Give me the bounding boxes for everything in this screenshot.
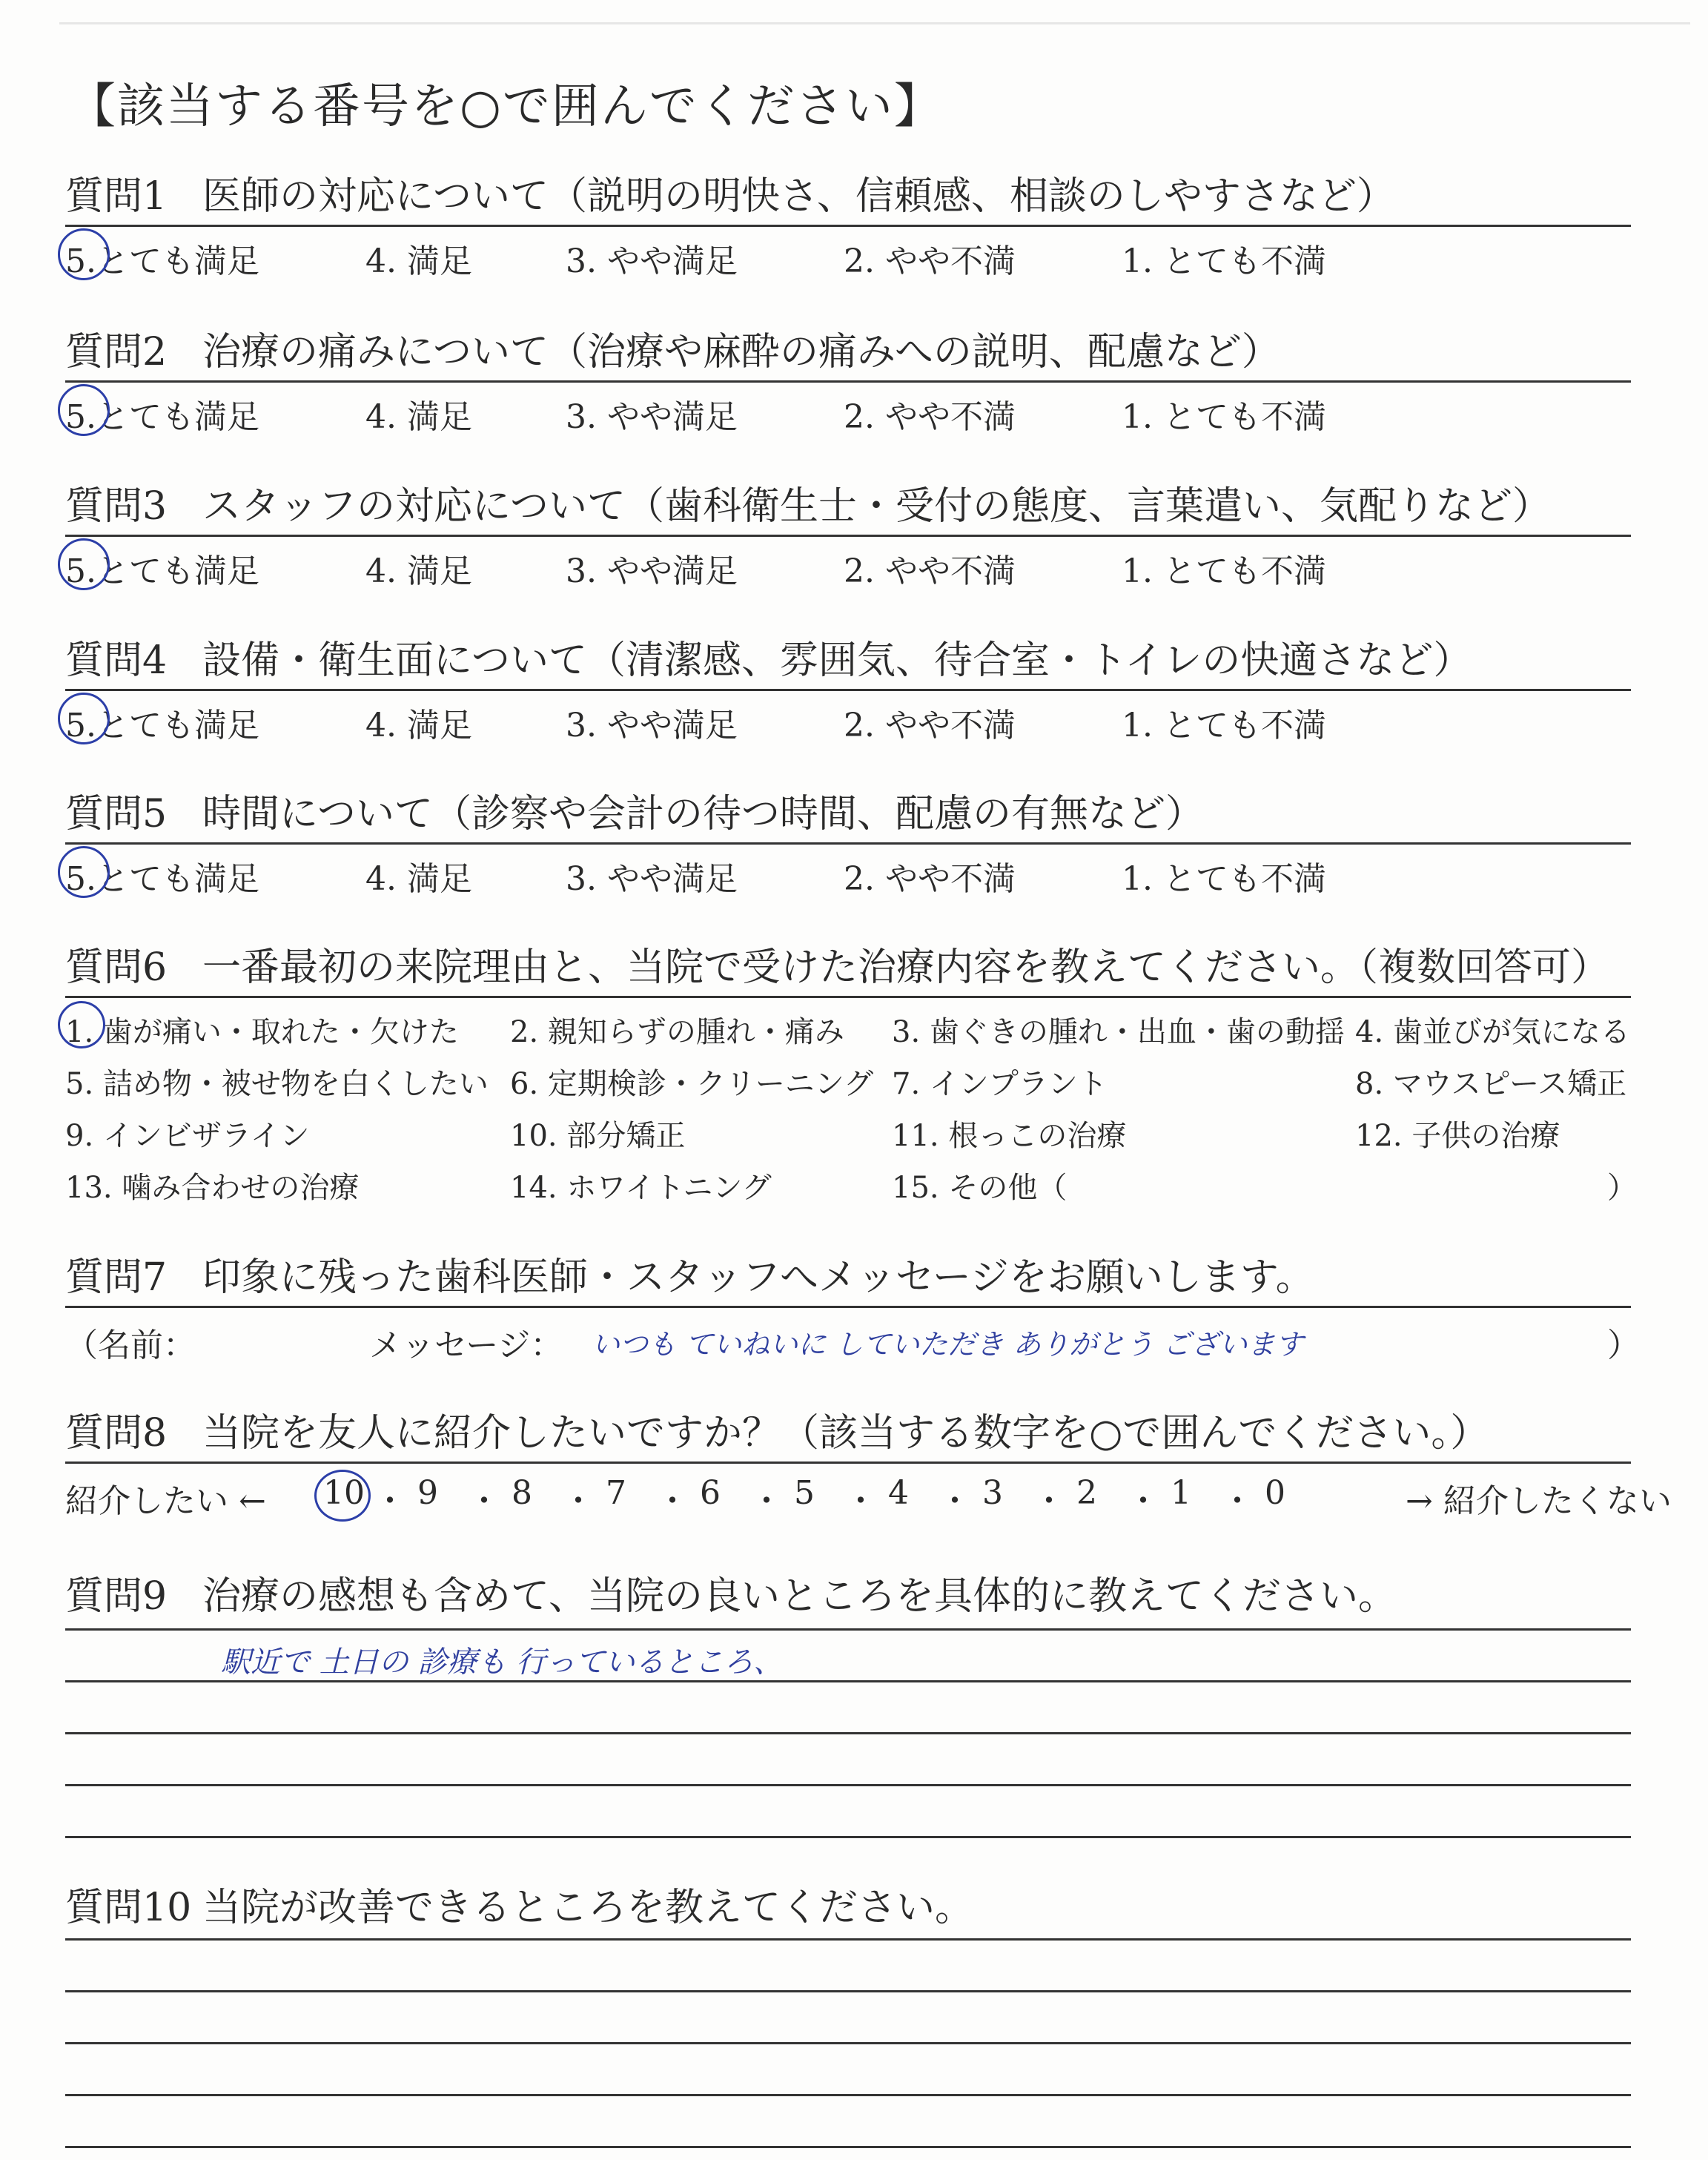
treatment-option[interactable]: 14. ホワイトニング <box>510 1171 772 1205</box>
scale-separator: ・ <box>750 1482 783 1520</box>
question-number: 質問9 <box>65 1574 168 1619</box>
question-text: 一番最初の来院理由と、当院で受けた治療内容を教えてください。（複数回答可） <box>202 945 1610 990</box>
question-rule <box>65 225 1631 227</box>
question-text: スタッフの対応について（歯科衛生士・受付の態度、言葉遣い、気配りなど） <box>202 484 1551 529</box>
question-rule <box>65 689 1631 691</box>
scale-number[interactable]: 2 <box>1076 1474 1097 1512</box>
question-rule <box>65 842 1631 845</box>
rating-option[interactable]: 4. 満足 <box>365 398 472 436</box>
rating-option[interactable]: 2. やや不満 <box>844 398 1016 436</box>
rating-option[interactable]: 1. とても不満 <box>1122 552 1326 590</box>
question-text: 治療の痛みについて（治療や麻酔の痛みへの説明、配慮など） <box>202 330 1280 374</box>
message-answer[interactable]: いつも ていねいに していただき ありがとう ございます <box>592 1328 1304 1361</box>
rating-option[interactable]: 5.とても満足 <box>65 707 259 744</box>
scale-separator: ・ <box>468 1482 500 1520</box>
question-text: 医師の対応について（説明の明快さ、信頼感、相談のしやすさなど） <box>202 174 1395 219</box>
close-paren: ） <box>1607 1171 1637 1205</box>
treatment-option[interactable]: 1. 歯が痛い・取れた・欠けた <box>65 1015 459 1049</box>
treatment-option[interactable]: 9. インビザライン <box>65 1119 310 1153</box>
rating-option[interactable]: 5.とても満足 <box>65 242 259 280</box>
answer-line <box>65 1628 1631 1631</box>
name-label: （名前： <box>65 1327 196 1364</box>
question-rule <box>65 1462 1631 1464</box>
scale-number[interactable]: 10 <box>323 1474 365 1512</box>
rating-option[interactable]: 2. やや不満 <box>844 860 1016 898</box>
scale-number[interactable]: 8 <box>512 1474 532 1512</box>
question-number: 質問5 <box>65 792 168 836</box>
question-number: 質問2 <box>65 330 168 374</box>
scale-separator: ・ <box>1033 1482 1065 1520</box>
rating-option[interactable]: 1. とても不満 <box>1122 707 1326 744</box>
question-text: 当院を友人に紹介したいですか？（該当する数字を○で囲んでください。） <box>202 1411 1489 1456</box>
selected-circle <box>58 846 110 898</box>
treatment-option[interactable]: 11. 根っこの治療 <box>892 1119 1127 1153</box>
rating-option[interactable]: 2. やや不満 <box>844 707 1016 744</box>
question-text: 治療の感想も含めて、当院の良いところを具体的に教えてください。 <box>202 1574 1397 1619</box>
scale-number[interactable]: 7 <box>606 1474 626 1512</box>
question-number: 質問6 <box>65 945 168 990</box>
close-paren: ） <box>1607 1327 1640 1364</box>
rating-option[interactable]: 5.とても満足 <box>65 860 259 898</box>
rating-options <box>65 234 1631 280</box>
scale-number[interactable]: 6 <box>700 1474 721 1512</box>
selected-circle <box>58 1001 105 1048</box>
question-9 <box>65 1565 1631 1680</box>
answer-line <box>65 1938 1631 1941</box>
answer-line <box>65 1784 1631 1786</box>
treatment-option[interactable]: 13. 噛み合わせの治療 <box>65 1171 360 1205</box>
answer-line <box>65 1732 1631 1734</box>
question-rule <box>65 1306 1631 1308</box>
treatment-option[interactable]: 12. 子供の治療 <box>1355 1119 1560 1153</box>
selected-circle <box>58 384 110 436</box>
scale-number[interactable]: 3 <box>982 1474 1003 1512</box>
question-5 <box>65 782 1631 898</box>
question-text: 当院が改善できるところを教えてください。 <box>202 1886 974 1930</box>
question-8 <box>65 1401 1672 1526</box>
answer-line <box>65 2094 1631 2096</box>
rating-option[interactable]: 3. やや満足 <box>566 552 738 590</box>
rating-options <box>65 390 1631 436</box>
rating-option[interactable]: 4. 満足 <box>365 552 472 590</box>
rating-option[interactable]: 4. 満足 <box>365 860 472 898</box>
treatment-option[interactable]: 8. マウスピース矯正 <box>1355 1067 1627 1101</box>
selected-circle <box>58 693 110 744</box>
rating-options <box>65 544 1631 590</box>
answer-line <box>65 1990 1631 1992</box>
rating-option[interactable]: 2. やや不満 <box>844 552 1016 590</box>
treatment-option[interactable]: 3. 歯ぐきの腫れ・出血・歯の動揺 <box>892 1015 1345 1049</box>
rating-options <box>65 852 1631 898</box>
rating-option[interactable]: 3. やや満足 <box>566 707 738 744</box>
message-row <box>65 1318 1640 1370</box>
selected-circle <box>58 228 110 280</box>
selected-circle <box>58 538 110 590</box>
question-10 <box>65 1876 1631 1932</box>
rating-options <box>65 698 1631 744</box>
question-text: 時間について（診察や会計の待つ時間、配慮の有無など） <box>202 792 1204 836</box>
scale-separator: ・ <box>1127 1482 1159 1520</box>
scale-number[interactable]: 4 <box>888 1474 909 1512</box>
scale-number[interactable]: 1 <box>1171 1474 1191 1512</box>
rating-option[interactable]: 4. 満足 <box>365 242 472 280</box>
top-border <box>59 22 1690 24</box>
question-rule <box>65 535 1631 537</box>
question-2 <box>65 320 1631 436</box>
question-rule <box>65 996 1631 998</box>
scale-separator: ・ <box>562 1482 595 1520</box>
rating-option[interactable]: 5.とても満足 <box>65 552 259 590</box>
rating-option[interactable]: 3. やや満足 <box>566 860 738 898</box>
instruction-heading: 【該当する番号を○で囲んでください】 <box>68 79 943 134</box>
scale-separator: ・ <box>656 1482 689 1520</box>
question-4 <box>65 629 1631 744</box>
scale-right-label: → 紹介したくない <box>1406 1482 1672 1520</box>
scale-number[interactable]: 0 <box>1265 1474 1285 1512</box>
answer-line <box>65 2042 1631 2044</box>
rating-option[interactable]: 1. とても不満 <box>1122 242 1326 280</box>
scale-number[interactable]: 9 <box>417 1474 438 1512</box>
treatment-option[interactable]: 6. 定期検診・クリーニング <box>510 1067 874 1101</box>
rating-option[interactable]: 5.とても満足 <box>65 398 259 436</box>
rating-option[interactable]: 1. とても不満 <box>1122 398 1326 436</box>
rating-option[interactable]: 3. やや満足 <box>566 242 738 280</box>
treatment-option[interactable]: 2. 親知らずの腫れ・痛み <box>510 1015 844 1049</box>
treatment-option[interactable]: 15. その他（ <box>892 1171 1068 1205</box>
question-number: 質問1 <box>65 174 168 219</box>
question-3 <box>65 475 1631 590</box>
answer-line <box>65 1680 1631 1682</box>
scale-separator: ・ <box>844 1482 877 1520</box>
treatment-options <box>65 1008 1637 1223</box>
question-number: 質問3 <box>65 484 168 529</box>
message-label: メッセージ： <box>369 1327 563 1364</box>
scale-left-label: 紹介したい ← <box>65 1482 266 1520</box>
question-number: 質問10 <box>65 1886 192 1930</box>
rating-option[interactable]: 2. やや不満 <box>844 242 1016 280</box>
good-points-answer[interactable]: 駅近で 土日の 診療も 行っているところ、 <box>221 1645 784 1680</box>
question-7 <box>65 1246 1640 1370</box>
rating-option[interactable]: 3. やや満足 <box>566 398 738 436</box>
treatment-option[interactable]: 4. 歯並びが気になる <box>1355 1015 1630 1049</box>
treatment-option[interactable]: 7. インプラント <box>892 1067 1108 1101</box>
selected-circle <box>314 1470 371 1522</box>
scale-separator: ・ <box>939 1482 971 1520</box>
question-6 <box>65 936 1637 1223</box>
referral-scale <box>65 1474 1672 1526</box>
question-rule <box>65 380 1631 383</box>
rating-option[interactable]: 1. とても不満 <box>1122 860 1326 898</box>
answer-line <box>65 2146 1631 2148</box>
question-1 <box>65 165 1631 280</box>
question-number: 質問8 <box>65 1411 168 1456</box>
rating-option[interactable]: 4. 満足 <box>365 707 472 744</box>
question-text: 印象に残った歯科医師・スタッフへメッセージをお願いします。 <box>202 1255 1314 1300</box>
treatment-option[interactable]: 5. 詰め物・被せ物を白くしたい <box>65 1067 489 1101</box>
question-number: 質問7 <box>65 1255 168 1300</box>
question-text: 設備・衛生面について（清潔感、雰囲気、待合室・トイレの快適さなど） <box>202 638 1472 683</box>
answer-line <box>65 1836 1631 1838</box>
question-number: 質問4 <box>65 638 168 683</box>
treatment-option[interactable]: 10. 部分矯正 <box>510 1119 686 1153</box>
scale-number[interactable]: 5 <box>794 1474 815 1512</box>
scale-separator: ・ <box>1221 1482 1254 1520</box>
scale-separator: ・ <box>374 1482 406 1520</box>
